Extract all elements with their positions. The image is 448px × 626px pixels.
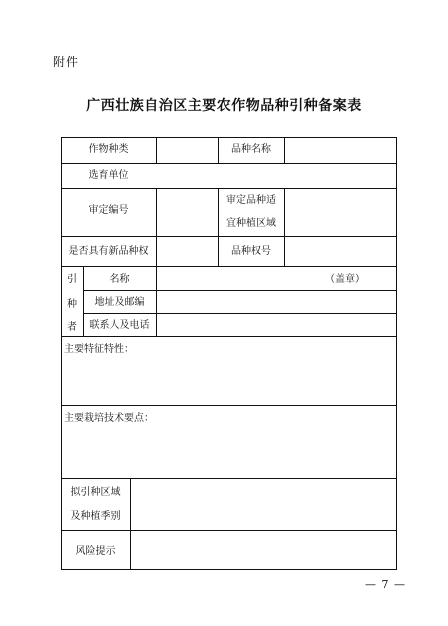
address-postcode-label: 地址及邮编	[94, 297, 145, 308]
row-divider	[61, 188, 397, 189]
row-divider	[61, 163, 397, 164]
row-divider	[61, 336, 397, 337]
document-title: 广西壮族自治区主要农作物品种引种备案表	[86, 98, 362, 114]
table-border-right	[396, 137, 397, 570]
row-divider	[61, 530, 397, 531]
introducer-label-char-1: 引	[67, 274, 77, 285]
crop-type-label: 作物种类	[88, 144, 129, 155]
seal-note: （盖章）	[325, 274, 365, 285]
new-variety-rights-label: 是否具有新品种权	[68, 246, 149, 257]
introducer-label-char-3: 者	[67, 322, 77, 333]
row-divider	[61, 266, 397, 267]
row-divider	[61, 405, 397, 406]
row-divider	[83, 290, 397, 291]
approved-area-label-line2: 宜种植区域	[226, 218, 276, 229]
row-divider	[61, 478, 397, 479]
table-border-left	[61, 137, 62, 570]
row-divider	[83, 313, 397, 314]
col-divider	[156, 188, 157, 266]
intro-area-label-line1: 拟引种区域	[70, 487, 121, 498]
contact-phone-label: 联系人及电话	[89, 320, 150, 331]
col-divider	[284, 137, 285, 163]
approved-area-label-line1: 审定品种适	[226, 195, 276, 206]
intro-area-label-line2: 及种植季别	[70, 511, 121, 522]
table-border-bottom	[61, 569, 397, 570]
variety-name-label: 品种名称	[231, 144, 271, 155]
introducer-name-label: 名称	[109, 274, 130, 285]
attachment-label: 附件	[53, 55, 80, 69]
col-divider	[156, 137, 157, 163]
col-divider	[156, 266, 157, 336]
col-divider	[130, 478, 131, 570]
table-border-top	[61, 137, 397, 138]
row-divider	[61, 236, 397, 237]
filing-form-table	[61, 137, 397, 570]
introducer-label-char-2: 种	[67, 299, 77, 310]
cultivation-points-label: 主要栽培技术要点：	[64, 413, 154, 424]
page-number: — 7 —	[365, 578, 406, 591]
variety-rights-number-label: 品种权号	[231, 246, 271, 257]
breeder-label: 选育单位	[88, 170, 129, 181]
main-traits-label: 主要特征特性：	[64, 344, 134, 355]
col-divider	[284, 188, 285, 266]
risk-notice-label: 风险提示	[75, 546, 116, 557]
approval-number-label: 审定编号	[88, 205, 129, 216]
